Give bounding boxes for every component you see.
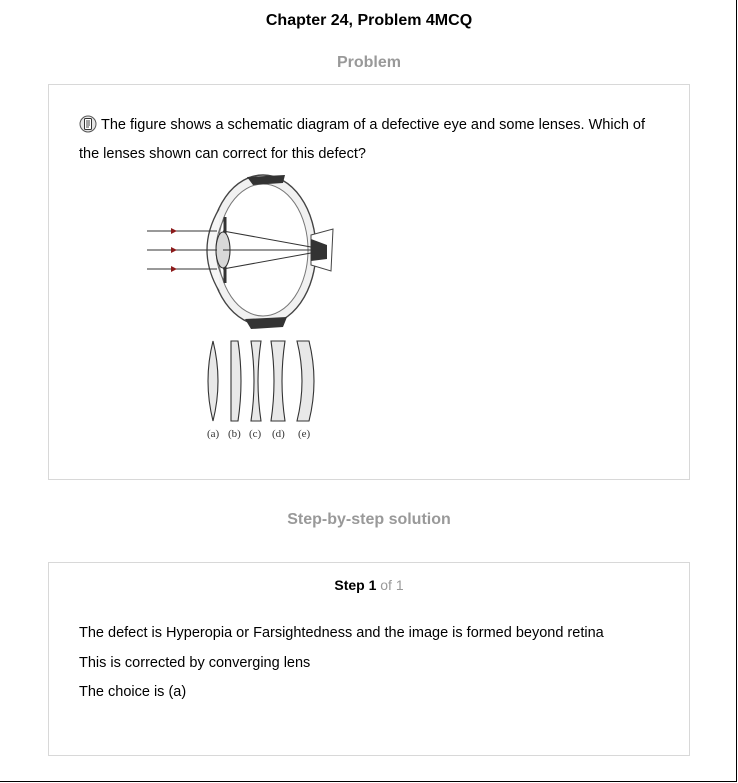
- lens-label: (a): [207, 428, 220, 440]
- step-title: [49, 577, 689, 593]
- solution-line: The defect is Hyperopia or Farsightedness and the image is formed beyond retina: [79, 625, 604, 641]
- solution-line: This is corrected by converging lens: [79, 655, 311, 671]
- lens-label: (e): [298, 428, 311, 440]
- solution-line: The choice is (a): [79, 684, 187, 700]
- eye-diagram: [147, 175, 333, 329]
- lens-label: (d): [272, 428, 285, 440]
- problem-heading: Problem: [336, 54, 401, 71]
- question-icon: [79, 115, 97, 142]
- step-count: of 1: [380, 577, 404, 593]
- lens-b: [231, 341, 241, 421]
- lens-e: [297, 341, 314, 421]
- solution-box: [48, 562, 690, 756]
- lens-c: [251, 341, 261, 421]
- lens-label: (b): [228, 428, 241, 440]
- page-title: Chapter 24, Problem 4MCQ: [265, 12, 473, 29]
- problem-text: [79, 113, 659, 167]
- lens-a: [208, 341, 218, 421]
- eye-lens-figure: [97, 169, 337, 449]
- lens-label: (c): [249, 428, 262, 440]
- step-label: Step 1: [334, 577, 377, 593]
- lens-d: [271, 341, 285, 421]
- solution-heading: Step-by-step solution: [287, 511, 451, 528]
- problem-statement: The figure shows a schematic diagram of a defective eye and some lenses. Which of the lenses shown can correct for this defect?: [79, 117, 646, 162]
- problem-box: [48, 84, 690, 480]
